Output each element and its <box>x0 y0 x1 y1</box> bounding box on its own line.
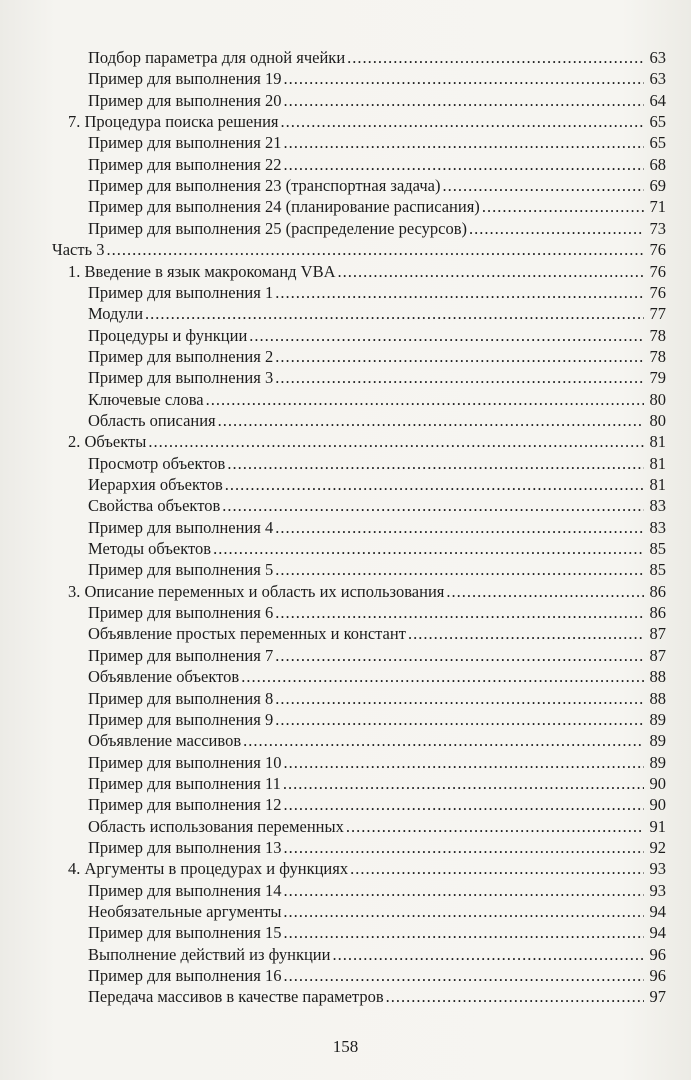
toc-entry-title: Подбор параметра для одной ячейки <box>88 48 346 67</box>
toc-entry-title: Пример для выполнения 7 <box>88 645 274 665</box>
toc-entry-page: 64 <box>649 90 666 110</box>
toc-entry-page: 73 <box>649 218 666 238</box>
toc-entry-title: Пример для выполнения 1 <box>88 282 274 302</box>
toc-entry-title: 4. Аргументы в процедурах и функциях <box>68 859 349 879</box>
dot-leader <box>283 901 644 923</box>
toc-entry-page: 88 <box>649 667 666 687</box>
dot-leader <box>332 944 644 966</box>
toc-entry-page: 88 <box>649 688 666 708</box>
dot-leader <box>482 196 644 218</box>
toc-entry <box>88 389 666 411</box>
toc-entry-title: Пример для выполнения 9 <box>88 709 274 729</box>
toc-entry <box>88 752 666 774</box>
toc-entry-page: 89 <box>649 752 666 772</box>
dot-leader <box>283 965 644 987</box>
dot-leader <box>346 816 644 838</box>
toc-entry <box>88 986 666 1008</box>
toc-entry <box>88 965 666 987</box>
toc-entry-title: Модули <box>88 304 144 324</box>
page-number: 158 <box>332 1037 359 1056</box>
toc-entry-title: Пример для выполнения 10 <box>88 752 282 772</box>
toc-entry <box>88 709 666 731</box>
toc-entry-page: 65 <box>649 133 666 153</box>
toc-entry <box>88 880 666 902</box>
toc-entry-page: 78 <box>649 325 666 345</box>
dot-leader <box>227 453 644 475</box>
toc-entry-title: Часть 3 <box>52 240 105 260</box>
dot-leader <box>213 538 644 560</box>
toc-entry-title: Выполнение действий из функции <box>88 944 331 964</box>
toc-entry <box>68 111 666 133</box>
toc-entry <box>88 773 666 795</box>
toc-entry <box>88 602 666 624</box>
toc-entry <box>88 410 666 432</box>
toc-entry-title: 7. Процедура поиска решения <box>68 112 279 132</box>
toc-entry-title: 1. Введение в язык макрокоманд VBA <box>68 261 336 281</box>
dot-leader <box>148 431 644 453</box>
dot-leader <box>275 688 644 710</box>
dot-leader <box>225 474 644 496</box>
toc-entry-page: 93 <box>649 880 666 900</box>
toc-entry <box>88 559 666 581</box>
toc-entry-page: 85 <box>649 560 666 580</box>
toc-entry <box>88 794 666 816</box>
toc-entry <box>88 47 666 69</box>
toc-entry-title: Пример для выполнения 15 <box>88 923 282 943</box>
toc-entry <box>68 858 666 880</box>
dot-leader <box>469 218 644 240</box>
dot-leader <box>275 517 644 539</box>
toc-entry <box>88 922 666 944</box>
dot-leader <box>338 261 644 283</box>
toc-entry <box>88 453 666 475</box>
toc-entry-page: 89 <box>649 731 666 751</box>
toc-entry <box>88 196 666 218</box>
toc-entry <box>88 944 666 966</box>
toc-entry <box>88 730 666 752</box>
toc-entry-title: Ключевые слова <box>88 389 204 409</box>
toc-entry-page: 79 <box>649 368 666 388</box>
toc-entry <box>88 154 666 176</box>
toc-entry-page: 91 <box>649 816 666 836</box>
toc-entry <box>88 90 666 112</box>
toc-entry-page: 80 <box>649 410 666 430</box>
dot-leader <box>283 752 644 774</box>
toc-entry-page: 71 <box>649 197 666 217</box>
toc-entry-title: Пример для выполнения 11 <box>88 773 281 793</box>
toc-entry <box>88 688 666 710</box>
toc-entry-page: 89 <box>649 709 666 729</box>
toc-entry-page: 76 <box>649 261 666 281</box>
dot-leader <box>446 581 644 603</box>
toc-entry <box>88 346 666 368</box>
toc-entry-title: Иерархия объектов <box>88 475 223 494</box>
toc-entry-title: Пример для выполнения 12 <box>88 795 282 815</box>
toc-entry-page: 90 <box>649 795 666 815</box>
toc-entry-title: Пример для выполнения 13 <box>88 837 282 857</box>
dot-leader <box>350 858 644 880</box>
toc-entry-title: Область описания <box>88 410 216 430</box>
toc-entry-page: 96 <box>649 944 666 964</box>
toc-entry-page: 92 <box>649 837 666 857</box>
dot-leader <box>347 47 644 69</box>
toc-entry-page: 87 <box>649 624 666 644</box>
toc-entry-title: Просмотр объектов <box>88 453 226 473</box>
dot-leader <box>206 389 644 411</box>
toc-entry <box>68 261 666 283</box>
toc-entry-title: Пример для выполнения 20 <box>88 90 282 110</box>
dot-leader <box>222 495 644 517</box>
toc-entry <box>68 581 666 603</box>
dot-leader <box>283 90 644 112</box>
toc-entry-title: Пример для выполнения 2 <box>88 346 274 366</box>
toc-entry-title: Пример для выполнения 23 (транспортная задача) <box>88 176 441 196</box>
toc-entry <box>88 282 666 304</box>
dot-leader <box>275 645 644 667</box>
toc-entry-title: Процедуры и функции <box>88 325 248 345</box>
toc-entry-title: Пример для выполнения 19 <box>88 69 282 89</box>
dot-leader <box>283 154 644 176</box>
toc-entry-title: Пример для выполнения 3 <box>88 368 274 388</box>
toc-entry-page: 81 <box>649 432 666 452</box>
toc-entry-page: 85 <box>649 539 666 559</box>
toc-entry <box>88 325 666 347</box>
toc-entry-title: 2. Объекты <box>68 432 147 452</box>
toc-entry-title: Пример для выполнения 14 <box>88 880 282 900</box>
toc-entry-title: Пример для выполнения 8 <box>88 688 274 708</box>
toc-entry-title: Необязательные аргументы <box>88 902 282 921</box>
dot-leader <box>275 709 644 731</box>
dot-leader <box>386 986 644 1008</box>
dot-leader <box>275 367 644 389</box>
toc-entry-page: 65 <box>649 112 666 132</box>
toc-entry <box>88 175 666 197</box>
dot-leader <box>275 602 644 624</box>
dot-leader <box>283 132 644 154</box>
toc-entry-page: 81 <box>649 475 666 494</box>
toc-entry <box>88 645 666 667</box>
toc-entry-title: Объявление простых переменных и констант <box>88 624 406 644</box>
toc-entry <box>88 666 666 688</box>
toc-entry-page: 63 <box>649 48 666 67</box>
toc-entry-page: 76 <box>649 282 666 302</box>
toc-entry-page: 94 <box>649 923 666 943</box>
toc-entry <box>88 367 666 389</box>
dot-leader <box>218 410 644 432</box>
toc-entry <box>88 517 666 539</box>
toc-entry-title: Пример для выполнения 6 <box>88 603 274 623</box>
dot-leader <box>243 730 644 752</box>
toc-entry-page: 86 <box>649 603 666 623</box>
dot-leader <box>283 68 644 90</box>
dot-leader <box>283 794 644 816</box>
toc-entry-page: 83 <box>649 517 666 537</box>
toc-entry-title: Пример для выполнения 5 <box>88 560 274 580</box>
dot-leader <box>408 623 644 645</box>
toc-entry-page: 86 <box>649 581 666 601</box>
dot-leader <box>283 837 644 859</box>
dot-leader <box>283 880 644 902</box>
dot-leader <box>442 175 644 197</box>
toc-entry-title: Область использования переменных <box>88 816 344 836</box>
toc-entry-title: Свойства объектов <box>88 496 221 516</box>
toc-entry <box>88 218 666 240</box>
toc-entry-title: Пример для выполнения 24 (планирование расписания) <box>88 197 480 217</box>
toc-entry-page: 97 <box>649 987 666 1007</box>
toc-entry-page: 94 <box>649 902 666 921</box>
toc-entry-page: 81 <box>649 453 666 473</box>
toc-entry-page: 93 <box>649 859 666 879</box>
toc-entry <box>88 474 666 496</box>
toc-entry-title: Объявление массивов <box>88 731 242 751</box>
toc-entry-title: Объявление объектов <box>88 667 240 687</box>
dot-leader <box>275 346 644 368</box>
toc-entry <box>88 68 666 90</box>
toc-entry-title: Методы объектов <box>88 539 212 559</box>
toc-entry-title: Пример для выполнения 21 <box>88 133 282 153</box>
toc-entry-page: 76 <box>649 240 666 260</box>
toc-entry-page: 78 <box>649 346 666 366</box>
toc-entry-title: Пример для выполнения 4 <box>88 517 274 537</box>
toc-entry-page: 87 <box>649 645 666 665</box>
toc-entry-page: 68 <box>649 154 666 174</box>
dot-leader <box>241 666 644 688</box>
toc-entry-title: Пример для выполнения 25 (распределение ресурсов) <box>88 218 468 238</box>
dot-leader <box>281 111 645 133</box>
toc-entry <box>88 132 666 154</box>
dot-leader <box>145 303 644 325</box>
toc-entry-title: 3. Описание переменных и область их использования <box>68 581 445 601</box>
dot-leader <box>106 239 644 261</box>
toc-entry-page: 96 <box>649 966 666 986</box>
toc-entry-page: 77 <box>649 304 666 324</box>
toc-entry <box>88 901 666 923</box>
toc-entry-page: 63 <box>649 69 666 89</box>
toc-entry-page: 80 <box>649 389 666 409</box>
toc-entry-page: 69 <box>649 176 666 196</box>
toc-entry <box>88 538 666 560</box>
toc-entry-page: 90 <box>649 773 666 793</box>
toc-entry <box>88 837 666 859</box>
toc-entry <box>88 816 666 838</box>
dot-leader <box>275 282 644 304</box>
dot-leader <box>275 559 644 581</box>
toc-entry <box>88 623 666 645</box>
toc-entry <box>68 431 666 453</box>
toc-entry-title: Пример для выполнения 22 <box>88 154 282 174</box>
toc-entry-page: 83 <box>649 496 666 516</box>
toc-entry <box>52 239 666 261</box>
dot-leader <box>283 922 644 944</box>
toc-entry <box>88 495 666 517</box>
dot-leader <box>283 773 644 795</box>
toc-entry <box>88 303 666 325</box>
toc-entry-title: Передача массивов в качестве параметров <box>88 987 384 1007</box>
toc-entry-title: Пример для выполнения 16 <box>88 966 282 986</box>
dot-leader <box>249 325 644 347</box>
